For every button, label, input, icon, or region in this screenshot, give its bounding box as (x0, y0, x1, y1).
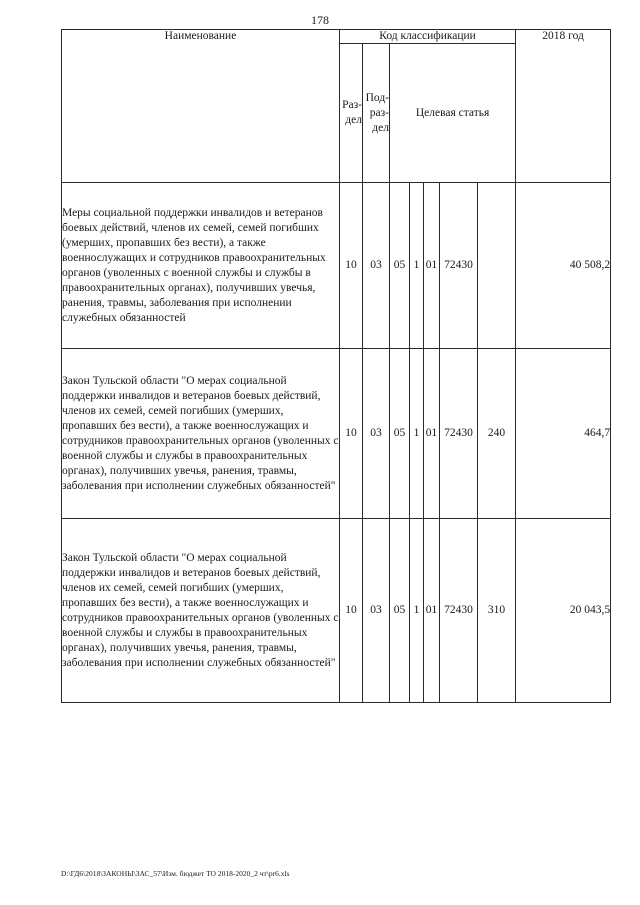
row-name: Закон Тульской области "О мерах социальной поддержки инвалидов и ветеранов боевых действий, членов их семей, семей погибших (умерших, пропавших без вести), а также военнослужащих и сотрудников правоохранительных органов (уволенных с военной службы и службы в правоохранительных органах), получивших увечья, ранения, травмы, заболевания при исполнении служебных обязанностей" (62, 349, 340, 519)
column-header-year: 2018 год (516, 30, 611, 183)
table-row (62, 519, 611, 703)
budget-table (61, 29, 611, 703)
row-amount: 20 043,5 (516, 519, 611, 703)
row-target-part-4: 72430 (440, 349, 478, 519)
row-subsection: 03 (363, 519, 390, 703)
row-target-part-4: 72430 (440, 519, 478, 703)
row-target-part-1: 05 (390, 349, 410, 519)
row-target-part-3: 01 (424, 519, 440, 703)
row-section: 10 (340, 183, 363, 349)
row-section: 10 (340, 519, 363, 703)
row-name: Меры социальной поддержки инвалидов и ветеранов боевых действий, членов их семей, семей погибших (умерших, пропавших без вести), а также военнослужащих и сотрудников правоохранительных органов (уволенных с военной службы и службы в правоохранительных органах), получивших увечья, ранения, травмы, заболевания при исполнении служебных обязанностей (62, 183, 340, 349)
file-path-footer: D:\ГД6\2018\ЗАКОНЫ\ЗАС_57\Изм. бюджет ТО 2018-2020_2 чт\pr6.xls (61, 869, 290, 878)
page-number: 178 (311, 13, 329, 27)
table-row (62, 349, 611, 519)
row-expense-group: 240 (478, 349, 516, 519)
column-header-target-article: Целевая статья (390, 44, 516, 183)
column-header-name: Наименование (62, 30, 340, 183)
row-amount: 464,7 (516, 349, 611, 519)
column-header-subsection: Под-раз-дел (363, 44, 390, 183)
row-target-part-1: 05 (390, 519, 410, 703)
row-target-part-2: 1 (410, 183, 424, 349)
table-row (62, 183, 611, 349)
row-target-part-3: 01 (424, 183, 440, 349)
row-amount: 40 508,2 (516, 183, 611, 349)
header-row-top (62, 30, 611, 44)
row-expense-group (478, 183, 516, 349)
column-header-classification-code: Код классификации (340, 30, 516, 44)
row-expense-group: 310 (478, 519, 516, 703)
row-target-part-2: 1 (410, 519, 424, 703)
row-subsection: 03 (363, 349, 390, 519)
row-subsection: 03 (363, 183, 390, 349)
row-target-part-3: 01 (424, 349, 440, 519)
row-target-part-2: 1 (410, 349, 424, 519)
row-section: 10 (340, 349, 363, 519)
row-name: Закон Тульской области "О мерах социальной поддержки инвалидов и ветеранов боевых действий, членов их семей, семей погибших (умерших, пропавших без вести), а также военнослужащих и сотрудников правоохранительных органов (уволенных с военной службы и службы в правоохранительных органах), получивших увечья, ранения, травмы, заболевания при исполнении служебных обязанностей" (62, 519, 340, 703)
row-target-part-4: 72430 (440, 183, 478, 349)
column-header-section: Раз-дел (340, 44, 363, 183)
row-target-part-1: 05 (390, 183, 410, 349)
